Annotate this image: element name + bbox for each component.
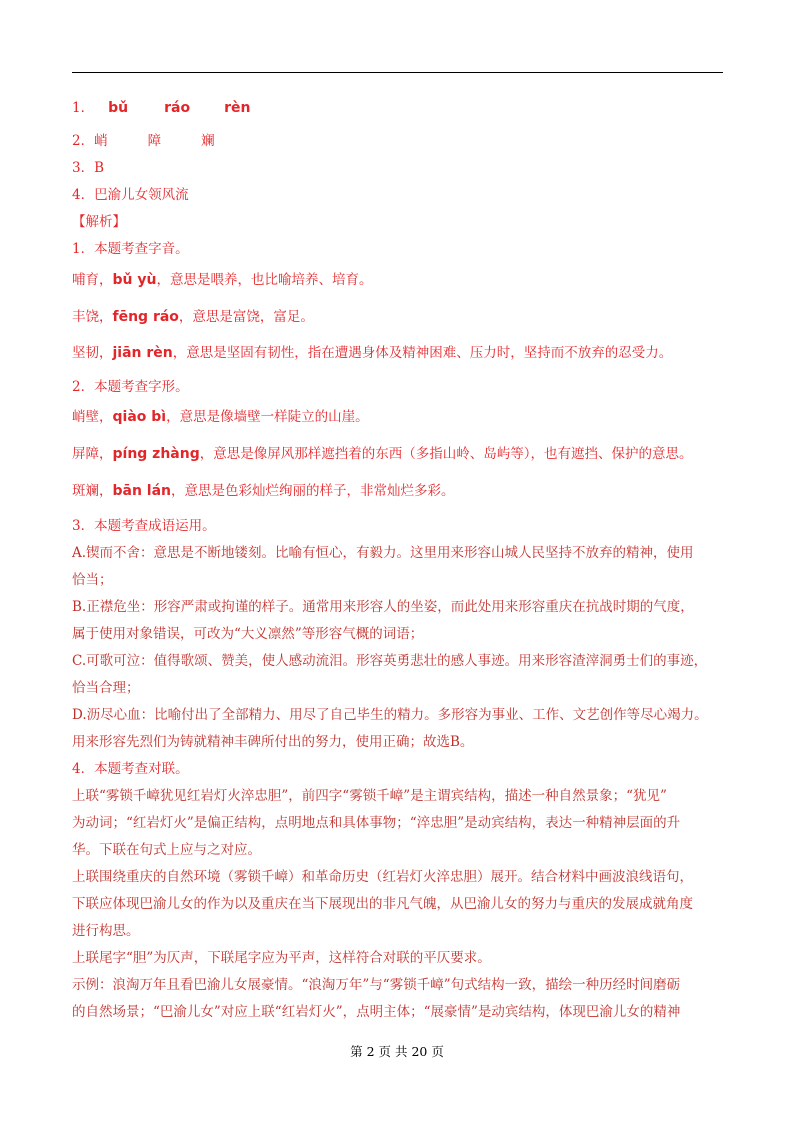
section-3-title: 3．本题考查成语运用。 bbox=[72, 518, 216, 534]
s3-option-a-cont: 恰当； bbox=[72, 572, 113, 588]
s4-para-4-cont: 的自然场景；“巴渝儿女”对应上联“红岩灯火”，点明主体；“展豪情”是动宾结构，体现巴渝儿女的精神 bbox=[72, 1004, 681, 1020]
s3-option-c-cont: 恰当合理； bbox=[72, 680, 140, 696]
pinyin: jiān rèn bbox=[112, 345, 173, 361]
answer-1: 1． bǔ ráo rèn bbox=[72, 100, 251, 116]
s4-para-1-end: 华。下联在句式上应与之对应。 bbox=[72, 842, 261, 858]
s4-para-1-cont: 为动词；“红岩灯火”是偏正结构，点明地点和具体事物；“淬忠胆”是动宾结构，表达一种精神层面的升 bbox=[72, 815, 681, 831]
s2-line-2: 屏障，píng zhàng，意思是像屏风那样遮挡着的东西（多指山岭、岛屿等），也有遮挡、保护的意思。 bbox=[72, 446, 693, 462]
pinyin: ráo bbox=[164, 100, 191, 116]
s4-para-3: 上联尾字“胆”为仄声，下联尾字应为平声，这样符合对联的平仄要求。 bbox=[72, 950, 491, 966]
answer-4: 4．巴渝儿女领风流 bbox=[72, 187, 189, 203]
s3-option-b-cont: 属于使用对象错误，可改为“大义凛然”等形容气概的词语； bbox=[72, 626, 424, 642]
s1-line-3: 坚韧，jiān rèn，意思是坚固有韧性，指在遭遇身体及精神困难、压力时，坚持而不放弃的忍受力。 bbox=[72, 345, 673, 361]
pinyin: bǔ yù bbox=[112, 272, 157, 288]
s4-para-1: 上联“雾锁千嶂犹见红岩灯火淬忠胆”，前四字“雾锁千嶂”是主谓宾结构，描述一种自然景象；“犹见” bbox=[72, 788, 667, 804]
pinyin: rèn bbox=[224, 100, 251, 116]
s3-option-d: D.沥尽心血：比喻付出了全部精力、用尽了自己毕生的精力。多形容为事业、工作、文艺创作等尽心竭力。 bbox=[72, 707, 708, 723]
s2-line-3: 斑斓，bān lán，意思是色彩灿烂绚丽的样子，非常灿烂多彩。 bbox=[72, 483, 455, 499]
answer-2: 2．峭 障 斓 bbox=[72, 133, 215, 149]
s1-line-1: 哺育，bǔ yù，意思是喂养，也比喻培养、培育。 bbox=[72, 272, 373, 288]
s3-option-d-cont: 用来形容先烈们为铸就精神丰碑所付出的努力，使用正确；故选B。 bbox=[72, 734, 474, 750]
s3-option-a: A.锲而不舍：意思是不断地镂刻。比喻有恒心，有毅力。这里用来形容山城人民坚持不放弃的精神，使用 bbox=[72, 545, 694, 561]
section-4-title: 4．本题考查对联。 bbox=[72, 761, 189, 777]
s4-para-2-end: 进行构思。 bbox=[72, 923, 140, 939]
s4-para-4: 示例：浪淘万年且看巴渝儿女展豪情。“浪淘万年”与“雾锁千嶂”句式结构一致，描绘一种历经时间磨砺 bbox=[72, 977, 681, 993]
s3-option-b: B.正襟危坐：形容严肃或拘谨的样子。通常用来形容人的坐姿，而此处用来形容重庆在抗战时期的气度， bbox=[72, 599, 694, 615]
pinyin: fēng ráo bbox=[112, 309, 179, 325]
pinyin: píng zhàng bbox=[112, 446, 200, 462]
s2-line-1: 峭壁，qiào bì，意思是像墙壁一样陡立的山崖。 bbox=[72, 409, 369, 425]
pinyin: qiào bì bbox=[112, 409, 167, 425]
page-footer: 第 2 页 共 20 页 bbox=[350, 1044, 444, 1059]
s1-line-2: 丰饶，fēng ráo，意思是富饶，富足。 bbox=[72, 309, 314, 325]
s3-option-c: C.可歌可泣：值得歌颂、赞美，使人感动流泪。形容英勇悲壮的感人事迹。用来形容渣滓洞勇士们的事迹， bbox=[72, 653, 708, 669]
section-1-title: 1．本题考查字音。 bbox=[72, 241, 189, 257]
s4-para-2: 上联围绕重庆的自然环境（雾锁千嶂）和革命历史（红岩灯火淬忠胆）展开。结合材料中画波浪线语句， bbox=[72, 869, 693, 885]
section-2-title: 2．本题考查字形。 bbox=[72, 379, 189, 395]
header-rule bbox=[72, 72, 723, 73]
s4-para-2-cont: 下联应体现巴渝儿女的作为以及重庆在当下展现出的非凡气魄，从巴渝儿女的努力与重庆的发展成就角度 bbox=[72, 896, 693, 912]
pinyin: bān lán bbox=[112, 483, 172, 499]
pinyin: bǔ bbox=[108, 100, 129, 116]
answer-3: 3．B bbox=[72, 160, 105, 176]
analysis-header: 【解析】 bbox=[72, 214, 126, 230]
